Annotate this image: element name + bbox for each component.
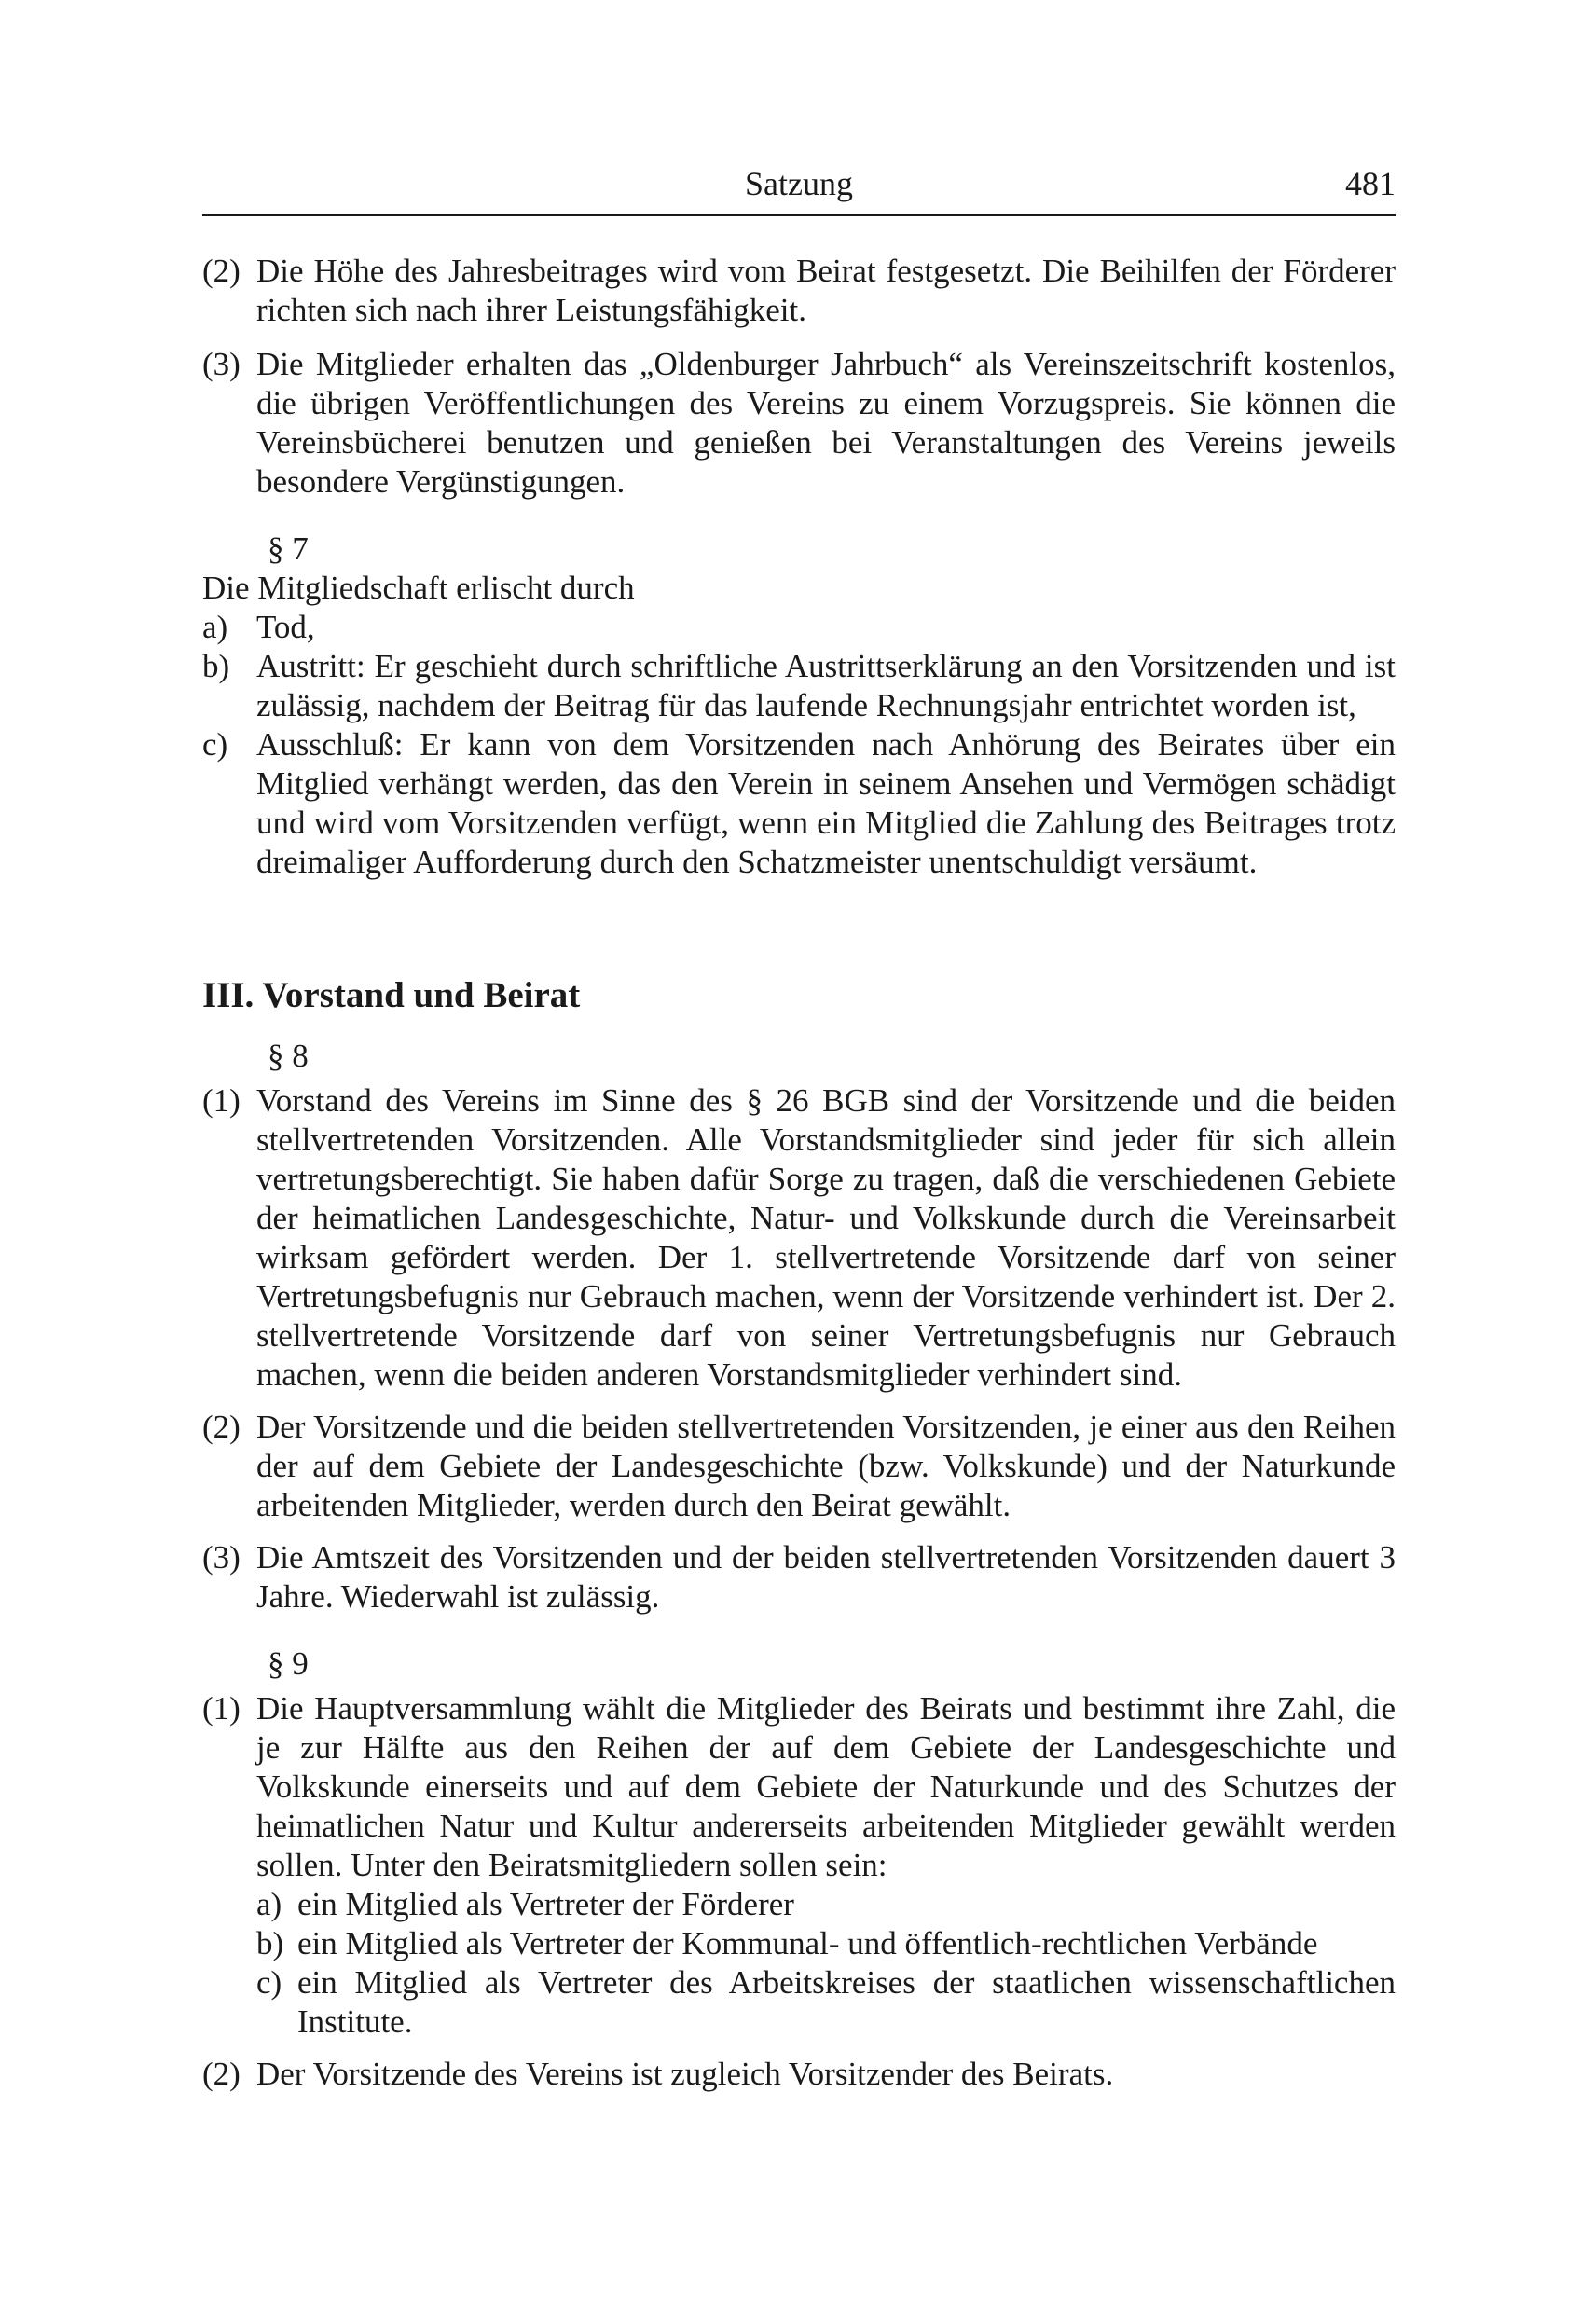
paragraph-text: Der Vorsitzende des Vereins ist zugleich Vorsitzender des Beirats. <box>256 2056 1114 2092</box>
chapter-heading: III. Vorstand und Beirat <box>202 975 581 1015</box>
paragraph-3 <box>202 345 1396 502</box>
paragraph-number: (2) <box>202 253 241 289</box>
item-letter: b) <box>256 1925 284 1961</box>
paragraph-text: Die Hauptversammlung wählt die Mitglieder des Beirats und bestimmt ihre Zahl, die je zur Hälfte aus den Reihen der auf dem Gebiete der Landesgeschichte und Volkskunde einerseits und auf dem Gebiete der Naturkunde und des Schutzes der heimatlichen Natur und Kultur andererseits arbeitenden Mitglieder gewählt werden sollen. Unter den Beiratsmitgliedern sollen sein: <box>256 1690 1396 1883</box>
running-head <box>202 158 1396 216</box>
section-7-intro: Die Mitgliedschaft erlischt durch <box>202 570 635 606</box>
item-text: ein Mitglied als Vertreter der Förderer <box>297 1886 794 1922</box>
item-text: Tod, <box>256 609 315 645</box>
item-letter: a) <box>256 1886 282 1922</box>
paragraph-8-1 <box>202 1081 1396 1395</box>
paragraph-8-2 <box>202 1408 1396 1525</box>
paragraph-number: (1) <box>202 1082 241 1119</box>
page-body <box>202 252 1396 2094</box>
running-title: Satzung <box>745 165 853 202</box>
paragraph-text: Die Höhe des Jahresbeitrages wird vom Beirat festgesetzt. Die Beihilfen der Förderer richten sich nach ihrer Leistungsfähigkeit. <box>256 253 1396 328</box>
paragraph-9-2 <box>202 2055 1396 2094</box>
paragraph-8-3 <box>202 1538 1396 1617</box>
section-heading-8: § 8 <box>268 1038 309 1074</box>
item-letter: a) <box>202 609 228 645</box>
sub-item-c <box>256 1963 1396 2042</box>
sub-item-a <box>256 1885 1396 1924</box>
paragraph-text: Die Amtszeit des Vorsitzenden und der beiden stellvertretenden Vorsitzenden dauert 3 Jahre. Wiederwahl ist zulässig. <box>256 1539 1396 1615</box>
list-item-c <box>202 725 1396 882</box>
list-item-b <box>202 647 1396 725</box>
sub-list <box>256 1885 1396 2042</box>
item-letter: b) <box>202 648 230 684</box>
paragraph-number: (3) <box>202 1539 241 1576</box>
item-text: ein Mitglied als Vertreter der Kommunal- und öffentlich-rechtlichen Verbände <box>297 1925 1318 1961</box>
paragraph-number: (3) <box>202 346 241 382</box>
item-letter: c) <box>256 1964 282 2001</box>
page-number: 481 <box>1345 165 1396 202</box>
paragraph-text: Die Mitglieder erhalten das „Oldenburger Jahrbuch“ als Vereinszeitschrift kostenlos, die übrigen Veröffentlichungen des Vereins zu einem Vorzugspreis. Sie können die Vereinsbücherei benutzen und genießen bei Veranstaltungen des Vereins jeweils besondere Vergünstigungen. <box>256 346 1396 500</box>
item-text: Ausschluß: Er kann von dem Vorsitzenden nach Anhörung des Beirates über ein Mitglied verhängt werden, das den Verein in seinem Ansehen und Vermögen schädigt und wird vom Vorsitzenden verfügt, wenn ein Mitglied die Zahlung des Beitrages trotz dreimaliger Aufforderung durch den Schatzmeister unentschuldigt versäumt. <box>256 726 1396 880</box>
item-letter: c) <box>202 726 228 763</box>
section-heading-7: § 7 <box>268 530 309 567</box>
paragraph-number: (2) <box>202 1409 241 1445</box>
list-item-a <box>202 608 1396 647</box>
section-heading-9: § 9 <box>268 1645 309 1682</box>
paragraph-number: (2) <box>202 2056 241 2092</box>
item-text: ein Mitglied als Vertreter des Arbeitskreises der staatlichen wissenschaftlichen Institute. <box>297 1964 1396 2040</box>
sub-item-b <box>256 1924 1396 1963</box>
paragraph-text: Der Vorsitzende und die beiden stellvertretenden Vorsitzenden, je einer aus den Reihen der auf dem Gebiete der Landesgeschichte (bzw. Volkskunde) und der Naturkunde arbeitenden Mitglieder, werden durch den Beirat gewählt. <box>256 1409 1396 1523</box>
item-text: Austritt: Er geschieht durch schriftliche Austrittserklärung an den Vorsitzenden und ist zulässig, nachdem der Beitrag für das laufende Rechnungsjahr entrichtet worden ist, <box>256 648 1396 723</box>
paragraph-text: Vorstand des Vereins im Sinne des § 26 BGB sind der Vorsitzende und die beiden stellvertretenden Vorsitzenden. Alle Vorstandsmitglieder sind jeder für sich allein vertretungsberechtigt. Sie haben dafür Sorge zu tragen, daß die verschiedenen Gebiete der heimatlichen Landesgeschichte, Natur- und Volkskunde durch die Vereinsarbeit wirksam gefördert werden. Der 1. stellvertretende Vorsitzende darf von seiner Vertretungsbefugnis nur Gebrauch machen, wenn der Vorsitzende verhindert ist. Der 2. stellvertretende Vorsitzende darf von seiner Vertretungsbefugnis nur Gebrauch machen, wenn die beiden anderen Vorstandsmitglieder verhindert sind. <box>256 1082 1396 1393</box>
paragraph-9-1 <box>202 1689 1396 2042</box>
paragraph-number: (1) <box>202 1690 241 1727</box>
paragraph-2 <box>202 252 1396 330</box>
